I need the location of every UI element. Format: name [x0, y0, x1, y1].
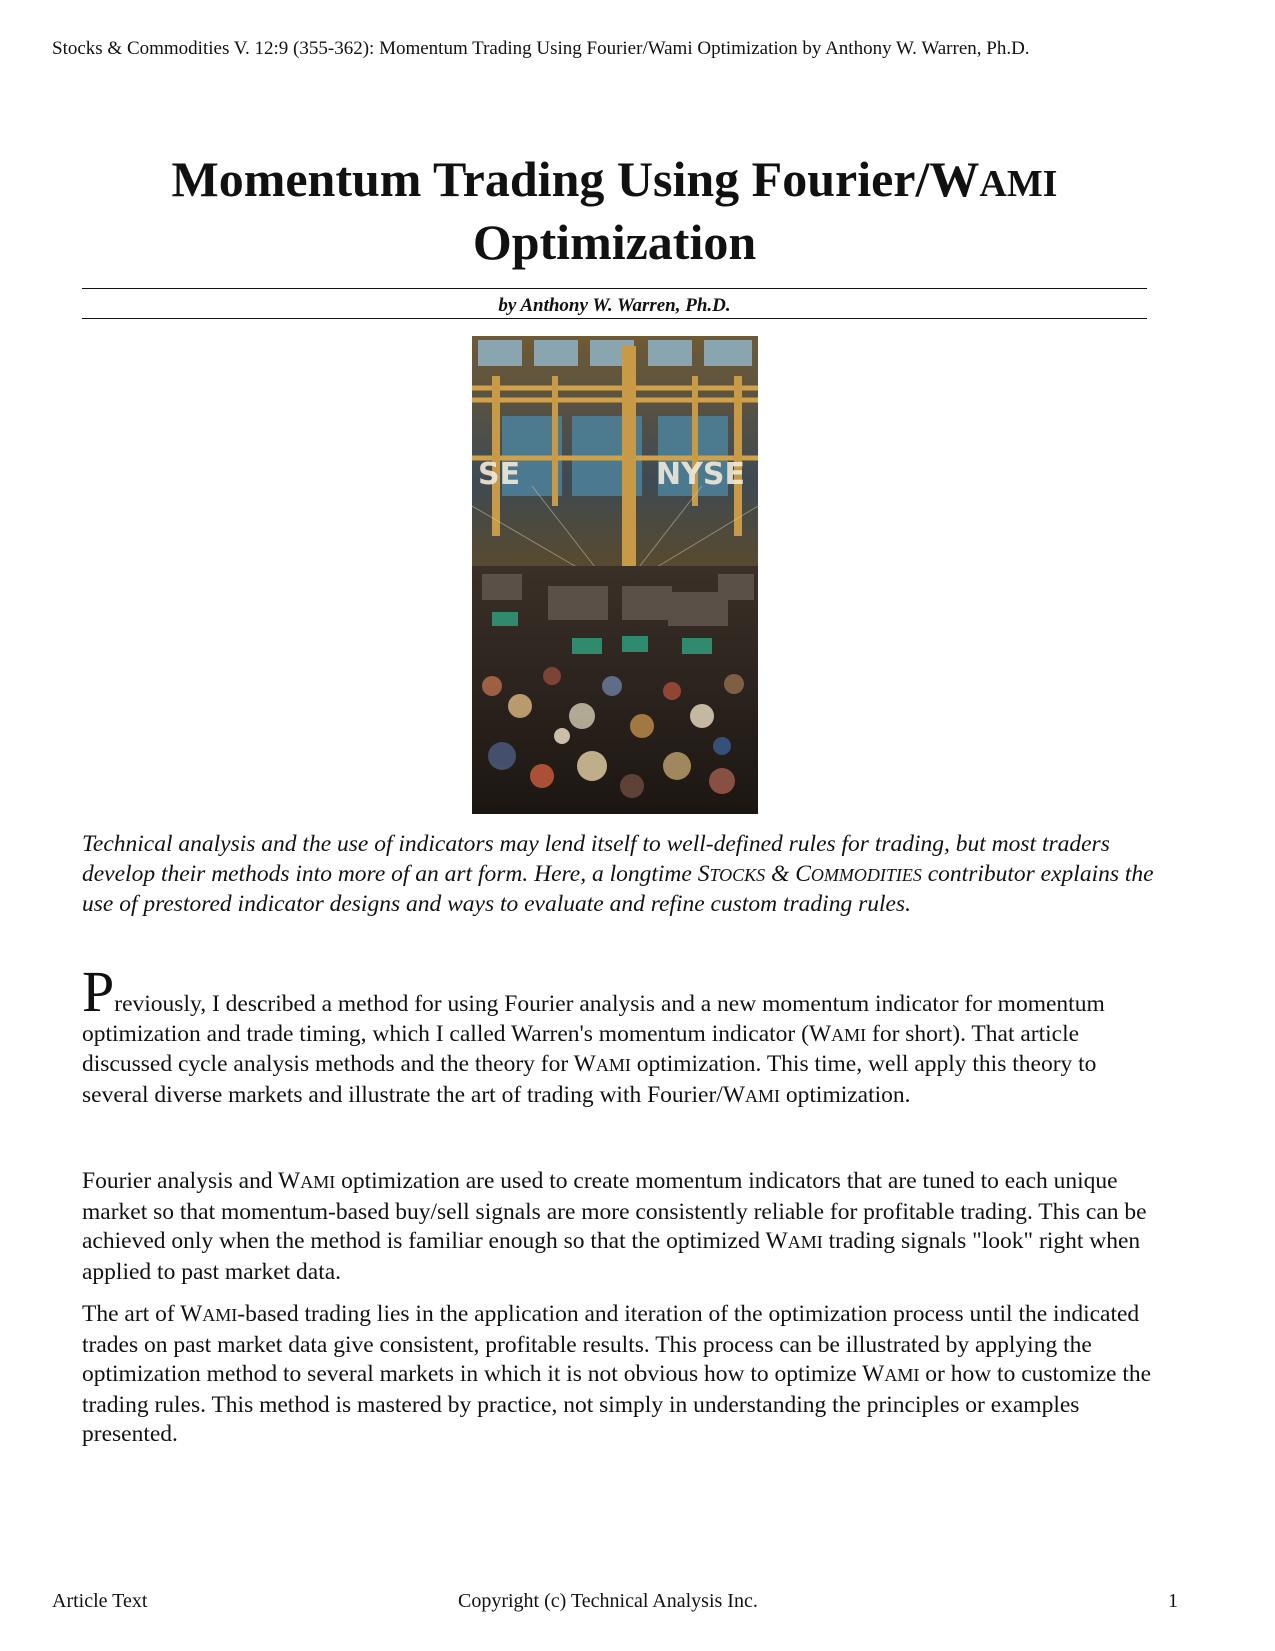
byline-rule-top — [82, 288, 1147, 289]
p2-sc-b: AMI — [787, 1232, 823, 1252]
byline-rule-bottom — [82, 318, 1147, 319]
p2-text-b: optimization are used to create momentum indicators that are tuned to each unique market so that momentum-based buy/sell signals are more consistently reliable for profitable trading. This can be achieved only when the method is familiar enough so that the optimized W — [82, 1168, 1147, 1254]
running-header: Stocks & Commodities V. 12:9 (355-362): Momentum Trading Using Fourier/Wami Optimization by Anthony W. Warren, Ph.D. — [52, 38, 1030, 59]
footer-section-label: Article Text — [52, 1590, 148, 1612]
body-paragraph-1 — [82, 959, 1157, 1111]
title-line-2: Optimization — [472, 214, 757, 270]
p1-text-c: optimization. This time, well apply this theory to several diverse markets and illustrate the art of trading with Fourier/W — [82, 1051, 1097, 1108]
body-paragraph-2 — [82, 1167, 1157, 1287]
deck-text-1: Technical analysis and the use of indicators may lend itself to well-defined rules for trading, but most traders develop their methods into more of an art form. Here, a longtime — [82, 831, 1110, 887]
title-small-caps: AMI — [979, 163, 1058, 205]
p3-text-a: The art of W — [82, 1301, 203, 1327]
trading-floor-photo — [472, 336, 758, 814]
drop-cap: P — [82, 959, 115, 1024]
title-main: Momentum Trading Using Fourier/W — [171, 151, 980, 207]
photo-sign-left: SE — [478, 457, 521, 492]
p1-text-b: for short). That article discussed cycle analysis methods and the theory for W — [82, 1020, 1080, 1077]
p2-sc-a: AMI — [300, 1172, 336, 1192]
deck-sc-c: C — [795, 860, 811, 887]
byline: by Anthony W. Warren, Ph.D. — [498, 295, 731, 316]
p1-text-a: reviously, I described a method for using Fourier analysis and a new momentum indicator for momentum optimization and trade timing, which I called Warren's momentum indicator (W — [82, 991, 1105, 1047]
footer-copyright: Copyright (c) Technical Analysis Inc. — [458, 1590, 758, 1612]
p3-text-c: or how to customize the trading rules. This method is mastered by practice, not simply in understanding the principles or examples presented. — [82, 1361, 1152, 1447]
body-paragraph-3 — [82, 1300, 1157, 1450]
photo-sign-right: NYSE — [656, 457, 745, 492]
deck-sc-s: S — [697, 860, 710, 887]
article-title — [82, 150, 1147, 271]
p2-text-c: trading signals "look" right when applied to past market data. — [82, 1228, 1141, 1285]
deck-sc-ommodities: OMMODITIES — [810, 864, 922, 885]
footer-page-number: 1 — [1168, 1590, 1178, 1612]
p2-text-a: Fourier analysis and W — [82, 1168, 301, 1194]
deck-sc-tocks: TOCKS — [709, 864, 766, 885]
p1-sc-b: AMI — [595, 1055, 631, 1075]
p3-sc-a: AMI — [202, 1305, 238, 1325]
p1-text-d: optimization. — [780, 1081, 911, 1108]
p1-sc-a: AMI — [831, 1024, 867, 1045]
p3-sc-b: AMI — [884, 1365, 920, 1385]
article-deck — [82, 830, 1157, 920]
p1-sc-c: AMI — [745, 1085, 781, 1106]
deck-ampersand: & — [765, 860, 796, 887]
p3-text-b: -based trading lies in the application and iteration of the optimization process until the indicated trades on past market data give consistent, profitable results. This process can be illustrated by applying the optimization method to several markets in which it is not obvious how to optimize W — [82, 1301, 1140, 1387]
deck-text-2: contributor explains the use of prestored indicator designs and ways to evaluate and refine custom trading rules. — [82, 860, 1154, 917]
